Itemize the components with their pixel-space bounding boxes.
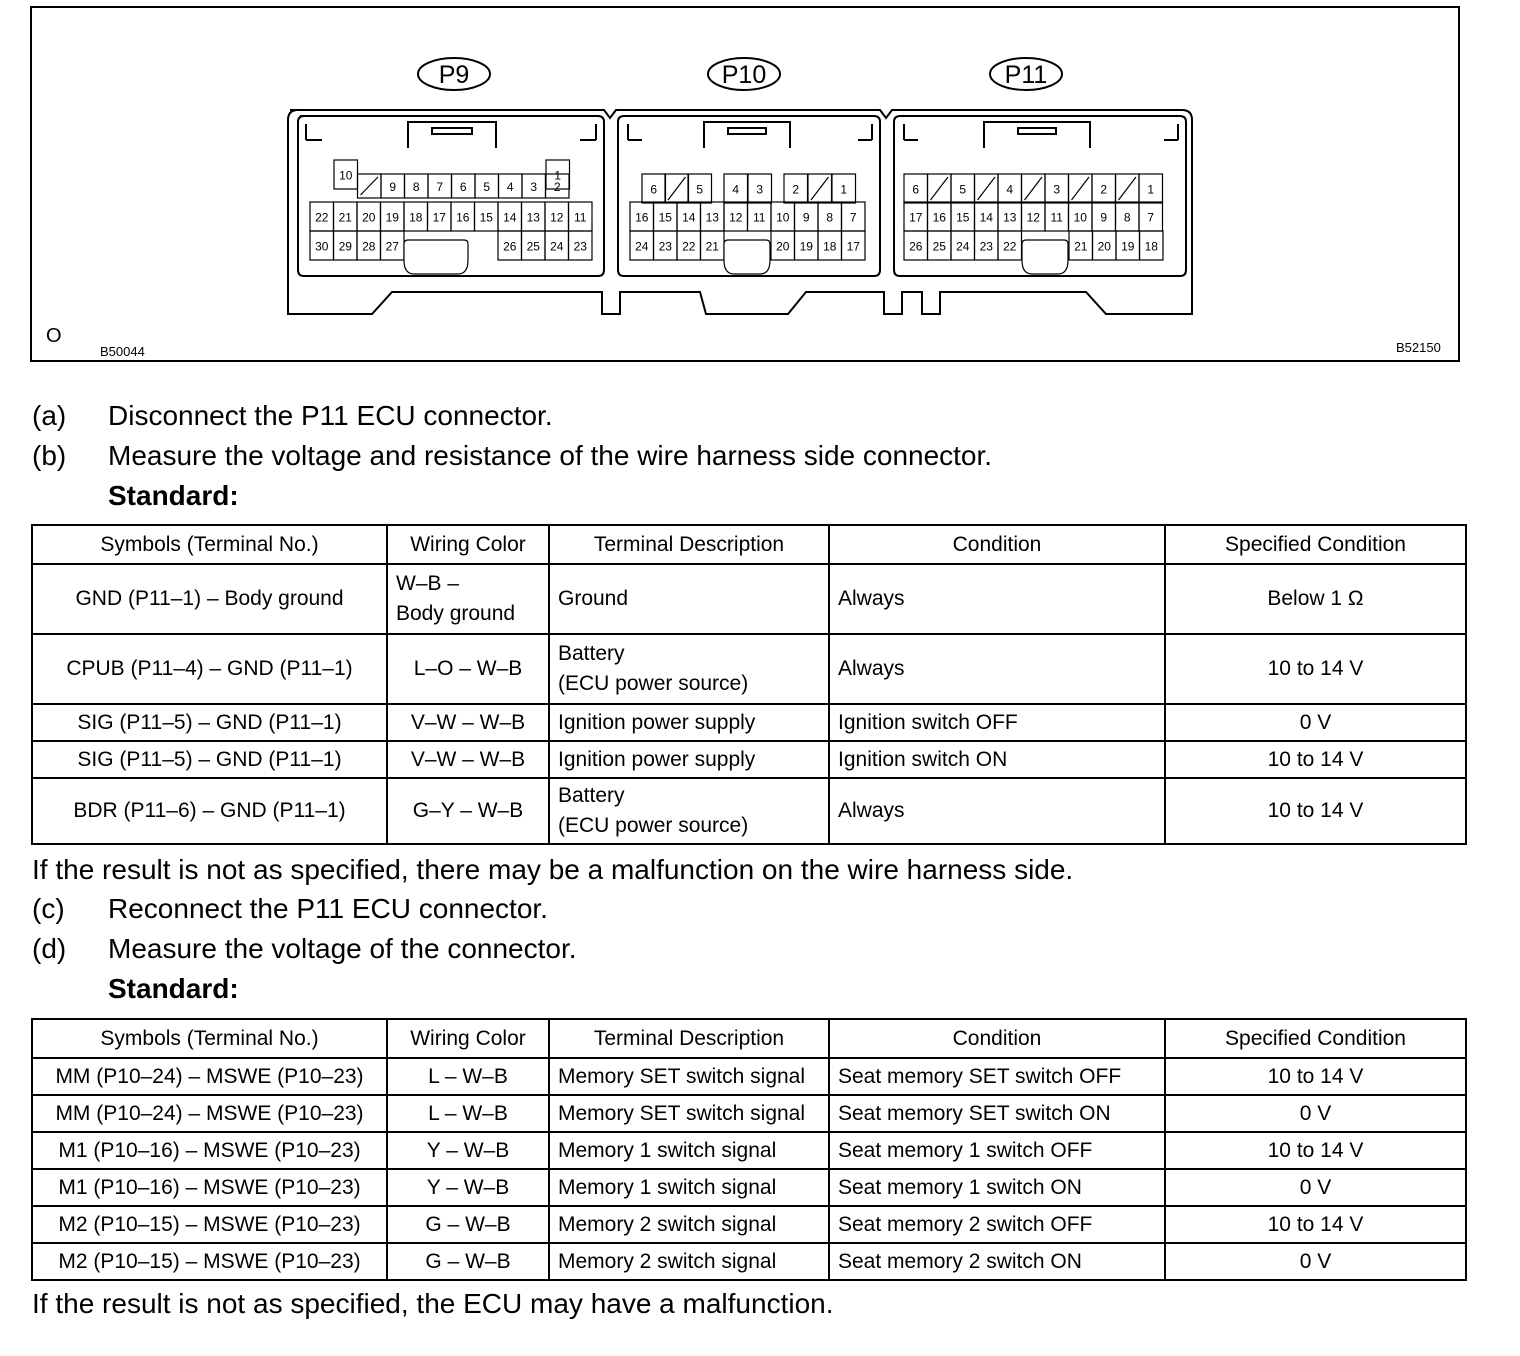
table-row	[32, 1206, 1466, 1243]
connector-pin	[334, 202, 358, 231]
connector-pin	[654, 202, 678, 231]
cell-condition: Seat memory 1 switch ON	[829, 1169, 1165, 1206]
connector-pin	[428, 202, 452, 231]
connector-pin	[928, 202, 952, 231]
cell-specified: 10 to 14 V	[1165, 741, 1466, 778]
connector-pin	[1069, 231, 1093, 260]
table-header-row	[32, 525, 1466, 564]
connector-pin	[1069, 174, 1093, 203]
connector-pin	[975, 174, 999, 203]
svg-text:13: 13	[705, 210, 719, 225]
connector-pin	[975, 202, 999, 231]
connector-pin	[904, 174, 928, 203]
table-row	[32, 741, 1466, 778]
connector-pin	[795, 202, 819, 231]
connector-pin	[1045, 202, 1069, 231]
svg-text:3: 3	[1053, 182, 1061, 197]
cell-specified: 0 V	[1165, 1243, 1466, 1280]
connector-pin	[724, 202, 748, 231]
svg-text:24: 24	[956, 239, 970, 254]
cell-wiring-color: L – W–B	[387, 1058, 549, 1095]
connector-pin	[951, 174, 975, 203]
svg-text:16: 16	[635, 210, 649, 225]
cell-condition: Always	[829, 634, 1165, 704]
connector-pin	[381, 231, 405, 260]
cell-wiring-color: Y – W–B	[387, 1169, 549, 1206]
connector-pin	[475, 202, 499, 231]
svg-text:15: 15	[956, 210, 970, 225]
table-row	[32, 1058, 1466, 1095]
svg-text:5: 5	[959, 182, 967, 197]
svg-text:4: 4	[1006, 182, 1014, 197]
svg-text:28: 28	[362, 239, 376, 254]
svg-text:20: 20	[1097, 239, 1111, 254]
cell-wiring-color: G–Y – W–B	[387, 778, 549, 844]
table-row	[32, 778, 1466, 844]
connector-pin	[998, 174, 1022, 203]
svg-text:19: 19	[1121, 239, 1135, 254]
svg-text:17: 17	[846, 239, 860, 254]
connector-pin	[334, 231, 358, 260]
svg-text:19: 19	[385, 210, 399, 225]
cell-description: Ignition power supply	[549, 741, 829, 778]
cell-description: Memory 2 switch signal	[549, 1243, 829, 1280]
svg-text:17: 17	[432, 210, 446, 225]
svg-text:21: 21	[338, 210, 352, 225]
svg-text:2: 2	[553, 180, 561, 194]
cell-condition: Ignition switch OFF	[829, 704, 1165, 741]
cell-specified: 10 to 14 V	[1165, 1206, 1466, 1243]
svg-text:8: 8	[412, 180, 420, 194]
connector-pin	[998, 202, 1022, 231]
connector-pin	[545, 231, 569, 260]
cell-wiring-color: G – W–B	[387, 1206, 549, 1243]
connector-pin	[1092, 202, 1116, 231]
svg-text:18: 18	[1144, 239, 1158, 254]
cell-symbols: SIG (P11–5) – GND (P11–1)	[32, 704, 387, 741]
connector-pin	[998, 231, 1022, 260]
figure-code-left: B50044	[100, 344, 145, 359]
connector-pin	[545, 202, 569, 231]
table-header-row	[32, 1019, 1466, 1058]
connector-diagram	[32, 8, 1462, 364]
connector-pin	[498, 231, 522, 260]
svg-text:10: 10	[1073, 210, 1087, 225]
step-text: Disconnect the P11 ECU connector.	[108, 400, 553, 431]
connector-pin	[842, 231, 866, 260]
cell-wiring-color: W–B – Body ground	[387, 564, 549, 634]
header-symbols: Symbols (Terminal No.)	[32, 1019, 387, 1058]
svg-text:11: 11	[574, 210, 587, 225]
cell-symbols: SIG (P11–5) – GND (P11–1)	[32, 741, 387, 778]
connector-pin	[1022, 202, 1046, 231]
table-row	[32, 1095, 1466, 1132]
cell-description: Ignition power supply	[549, 704, 829, 741]
cell-condition: Seat memory 2 switch ON	[829, 1243, 1165, 1280]
step-text: Measure the voltage and resistance of the wire harness side connector.	[108, 440, 993, 471]
svg-text:12: 12	[729, 210, 743, 225]
connector-pin	[951, 202, 975, 231]
svg-text:7: 7	[436, 180, 444, 194]
connector-pin	[498, 202, 522, 231]
cell-description: Memory 1 switch signal	[549, 1132, 829, 1169]
connector-pin	[451, 202, 475, 231]
cell-specified: 10 to 14 V	[1165, 1132, 1466, 1169]
svg-text:24: 24	[635, 239, 649, 254]
step-text: Reconnect the P11 ECU connector.	[108, 893, 548, 924]
connector-pin	[677, 231, 701, 260]
header-terminal-description: Terminal Description	[549, 1019, 829, 1058]
cell-description: Memory 1 switch signal	[549, 1169, 829, 1206]
cell-wiring-color: L – W–B	[387, 1095, 549, 1132]
svg-text:8: 8	[826, 210, 834, 225]
pin-grid	[310, 160, 1163, 274]
connector-pin	[630, 202, 654, 231]
header-wiring-color: Wiring Color	[387, 525, 549, 564]
svg-text:8: 8	[1123, 210, 1131, 225]
header-condition: Condition	[829, 1019, 1165, 1058]
svg-text:22: 22	[682, 239, 696, 254]
cell-specified: 10 to 14 V	[1165, 1058, 1466, 1095]
connector-pin	[701, 231, 725, 260]
cell-specified: 0 V	[1165, 1169, 1466, 1206]
connector-key	[1022, 240, 1068, 274]
svg-text:10: 10	[776, 210, 790, 225]
cell-wiring-color: V–W – W–B	[387, 741, 549, 778]
svg-text:23: 23	[979, 239, 993, 254]
svg-text:14: 14	[979, 210, 993, 225]
cell-wiring-color: G – W–B	[387, 1243, 549, 1280]
svg-text:23: 23	[573, 239, 587, 254]
svg-text:17: 17	[909, 210, 923, 225]
svg-text:26: 26	[909, 239, 923, 254]
svg-text:27: 27	[385, 239, 399, 254]
standard-label: Standard:	[108, 973, 239, 1004]
step-letter: (b)	[32, 440, 67, 471]
svg-text:16: 16	[456, 210, 470, 225]
connector-pin	[522, 174, 546, 198]
header-wiring-color: Wiring Color	[387, 1019, 549, 1058]
connector-pin	[1116, 202, 1140, 231]
connector-pin	[1140, 231, 1164, 260]
cell-specified: 10 to 14 V	[1165, 778, 1466, 844]
connector-label-p9	[418, 58, 490, 90]
connector-label-text: P9	[438, 61, 470, 89]
connector-pin	[771, 231, 795, 260]
connector-pin	[904, 231, 928, 260]
svg-text:9: 9	[802, 210, 810, 225]
cell-description: Ground	[549, 564, 829, 634]
svg-text:1: 1	[1147, 182, 1155, 197]
connector-pin	[832, 174, 856, 203]
svg-text:18: 18	[823, 239, 837, 254]
svg-text:14: 14	[503, 210, 517, 225]
connector-key	[404, 240, 468, 274]
svg-text:1: 1	[840, 182, 848, 197]
connector-pin	[522, 202, 546, 231]
standard-label: Standard:	[108, 480, 239, 511]
cell-symbols: GND (P11–1) – Body ground	[32, 564, 387, 634]
cell-symbols: CPUB (P11–4) – GND (P11–1)	[32, 634, 387, 704]
svg-text:11: 11	[1050, 210, 1063, 225]
svg-text:2: 2	[1100, 182, 1108, 197]
svg-text:10: 10	[339, 168, 353, 183]
note-harness: If the result is not as specified, there may be a malfunction on the wire harness side.	[32, 854, 1074, 885]
connector-pin	[1092, 174, 1116, 203]
connector-pin	[1069, 202, 1093, 231]
connector-key	[724, 240, 770, 274]
step-letter: (d)	[32, 933, 67, 964]
step-text: Measure the voltage of the connector.	[108, 933, 577, 964]
svg-text:25: 25	[932, 239, 946, 254]
connector-pin	[358, 174, 382, 198]
connector-label-p10	[708, 58, 780, 90]
connector-pin	[428, 174, 452, 198]
connector-pin	[642, 174, 666, 203]
figure-code-right: B52150	[1396, 340, 1441, 355]
connector-pin	[1116, 174, 1140, 203]
cell-symbols: M2 (P10–15) – MSWE (P10–23)	[32, 1206, 387, 1243]
cell-specified: 10 to 14 V	[1165, 634, 1466, 704]
cell-wiring-color: Y – W–B	[387, 1132, 549, 1169]
table-row	[32, 1132, 1466, 1169]
svg-text:13: 13	[526, 210, 540, 225]
connector-pin	[904, 202, 928, 231]
connector-pin	[808, 174, 832, 203]
svg-text:1: 1	[554, 168, 562, 183]
connector-pin	[1093, 231, 1117, 260]
svg-text:3: 3	[530, 180, 538, 194]
svg-text:15: 15	[479, 210, 493, 225]
connector-pin	[665, 174, 689, 203]
cell-symbols: M1 (P10–16) – MSWE (P10–23)	[32, 1169, 387, 1206]
connector-pin	[381, 202, 405, 231]
spec-table-connector	[31, 1018, 1467, 1281]
step-letter: (c)	[32, 893, 65, 924]
svg-text:12: 12	[550, 210, 564, 225]
connector-pin	[1022, 174, 1046, 203]
cell-condition: Seat memory 2 switch OFF	[829, 1206, 1165, 1243]
connector-pin	[569, 202, 593, 231]
table-row	[32, 1169, 1466, 1206]
svg-text:16: 16	[932, 210, 946, 225]
svg-text:20: 20	[776, 239, 790, 254]
svg-text:5: 5	[696, 182, 704, 197]
connector-label-text: P11	[1004, 61, 1048, 89]
connector-pin	[928, 174, 952, 203]
connector-pin	[795, 231, 819, 260]
corner-mark: O	[46, 325, 62, 347]
svg-text:6: 6	[459, 180, 467, 194]
connector-pin	[522, 231, 546, 260]
cell-condition: Seat memory SET switch OFF	[829, 1058, 1165, 1095]
cell-specified: Below 1 Ω	[1165, 564, 1466, 634]
header-symbols: Symbols (Terminal No.)	[32, 525, 387, 564]
svg-text:11: 11	[753, 210, 766, 225]
connector-pin	[677, 202, 701, 231]
cell-specified: 0 V	[1165, 704, 1466, 741]
connector-pin	[784, 174, 808, 203]
cell-condition: Seat memory SET switch ON	[829, 1095, 1165, 1132]
cell-specified: 0 V	[1165, 1095, 1466, 1132]
connector-pin	[748, 202, 772, 231]
connector-pin	[1116, 231, 1140, 260]
svg-text:4: 4	[506, 180, 514, 194]
svg-text:22: 22	[315, 210, 329, 225]
connector-pin	[771, 202, 795, 231]
cell-condition: Ignition switch ON	[829, 741, 1165, 778]
connector-pin	[654, 231, 678, 260]
svg-text:4: 4	[732, 182, 740, 197]
header-terminal-description: Terminal Description	[549, 525, 829, 564]
connector-label-text: P10	[721, 61, 767, 89]
spec-table-harness	[31, 524, 1467, 845]
connector-pin	[1045, 174, 1069, 203]
connector-pin	[724, 174, 748, 203]
svg-text:21: 21	[705, 239, 719, 254]
svg-text:9: 9	[389, 180, 397, 194]
svg-text:24: 24	[550, 239, 564, 254]
svg-text:19: 19	[799, 239, 813, 254]
connector-pin	[630, 231, 654, 260]
table-row	[32, 1243, 1466, 1280]
connector-pin	[310, 231, 334, 260]
connector-pin	[499, 174, 523, 198]
cell-condition: Always	[829, 564, 1165, 634]
connector-pin	[569, 231, 593, 260]
svg-text:22: 22	[1003, 239, 1017, 254]
connector-pin	[452, 174, 476, 198]
connector-figure	[30, 6, 1460, 362]
cell-description: Memory SET switch signal	[549, 1095, 829, 1132]
cell-description: Battery (ECU power source)	[549, 634, 829, 704]
cell-description: Memory SET switch signal	[549, 1058, 829, 1095]
cell-symbols: M1 (P10–16) – MSWE (P10–23)	[32, 1132, 387, 1169]
cell-description: Memory 2 switch signal	[549, 1206, 829, 1243]
connector-pin	[818, 231, 842, 260]
connector-pin	[404, 202, 428, 231]
svg-text:30: 30	[315, 239, 329, 254]
connector-pin	[818, 202, 842, 231]
svg-text:25: 25	[526, 239, 540, 254]
svg-text:3: 3	[756, 182, 764, 197]
connector-pin	[975, 231, 999, 260]
connector-pin	[475, 174, 499, 198]
svg-text:14: 14	[682, 210, 696, 225]
connector-pin	[405, 174, 429, 198]
note-ecu: If the result is not as specified, the ECU may have a malfunction.	[32, 1288, 834, 1319]
table-row	[32, 704, 1466, 741]
connector-pin	[357, 231, 381, 260]
svg-text:5: 5	[483, 180, 491, 194]
connector-label-p11	[990, 58, 1062, 90]
cell-symbols: M2 (P10–15) – MSWE (P10–23)	[32, 1243, 387, 1280]
cell-wiring-color: L–O – W–B	[387, 634, 549, 704]
svg-text:9: 9	[1100, 210, 1108, 225]
connector-pin	[310, 202, 334, 231]
svg-text:18: 18	[409, 210, 423, 225]
svg-text:6: 6	[650, 182, 658, 197]
connector-pin	[748, 174, 772, 203]
connector-pin	[842, 202, 866, 231]
cell-condition: Always	[829, 778, 1165, 844]
svg-text:26: 26	[503, 239, 517, 254]
connector-pin	[357, 202, 381, 231]
svg-text:13: 13	[1003, 210, 1017, 225]
svg-text:21: 21	[1074, 239, 1088, 254]
connector-pin	[928, 231, 952, 260]
connector-pin	[381, 174, 405, 198]
header-condition: Condition	[829, 525, 1165, 564]
svg-text:2: 2	[792, 182, 800, 197]
cell-symbols: MM (P10–24) – MSWE (P10–23)	[32, 1058, 387, 1095]
connector-pin	[1139, 202, 1163, 231]
connector-pin	[701, 202, 725, 231]
connector-pin	[1139, 174, 1163, 203]
svg-text:7: 7	[849, 210, 857, 225]
svg-text:15: 15	[658, 210, 672, 225]
table-row	[32, 564, 1466, 634]
table-row	[32, 634, 1466, 704]
cell-wiring-color: V–W – W–B	[387, 704, 549, 741]
step-letter: (a)	[32, 400, 67, 431]
svg-text:29: 29	[338, 239, 352, 254]
cell-condition: Seat memory 1 switch OFF	[829, 1132, 1165, 1169]
cell-description: Battery (ECU power source)	[549, 778, 829, 844]
connector-pin	[334, 160, 358, 189]
connector-pin	[688, 174, 712, 203]
cell-symbols: MM (P10–24) – MSWE (P10–23)	[32, 1095, 387, 1132]
connector-pin	[951, 231, 975, 260]
svg-text:20: 20	[362, 210, 376, 225]
cell-symbols: BDR (P11–6) – GND (P11–1)	[32, 778, 387, 844]
svg-text:23: 23	[658, 239, 672, 254]
svg-text:6: 6	[912, 182, 920, 197]
svg-text:7: 7	[1147, 210, 1155, 225]
svg-text:12: 12	[1026, 210, 1040, 225]
header-specified-condition: Specified Condition	[1165, 1019, 1466, 1058]
header-specified-condition: Specified Condition	[1165, 525, 1466, 564]
